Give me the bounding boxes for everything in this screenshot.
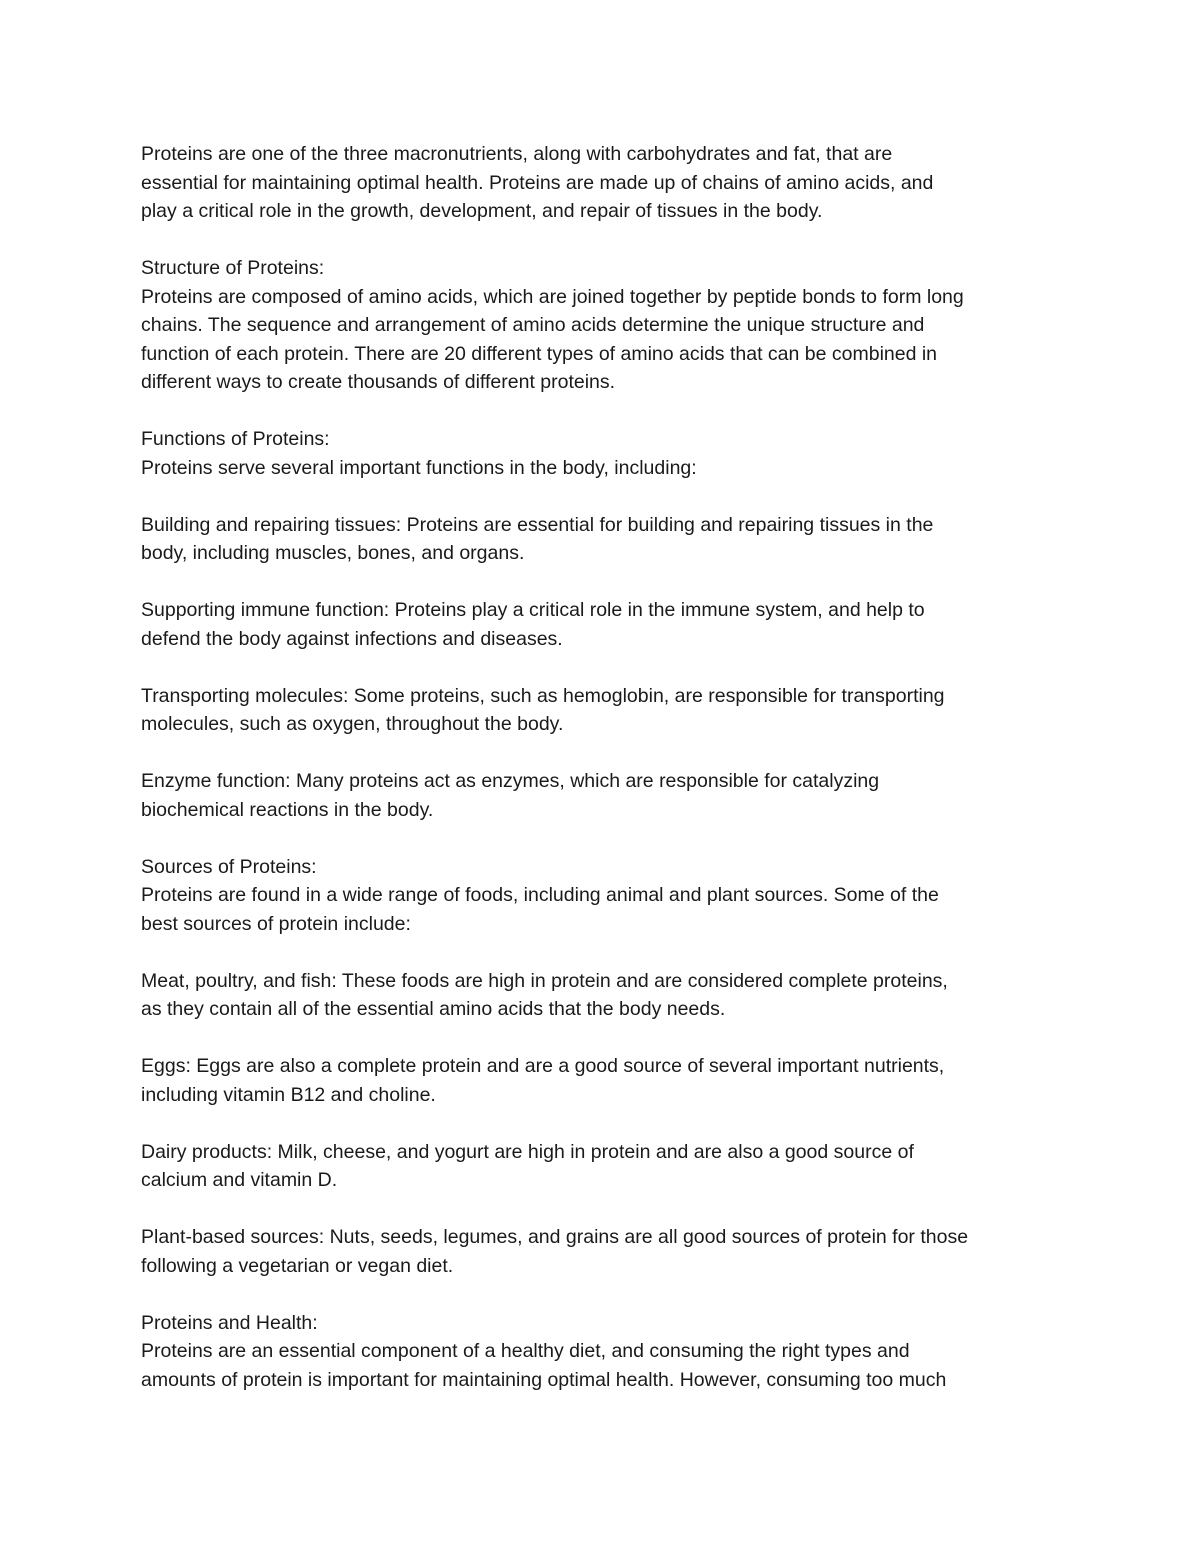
text-line: different ways to create thousands of different proteins.	[141, 371, 616, 393]
text-line: Plant-based sources: Nuts, seeds, legumes, and grains are all good sources of protein for those	[141, 1226, 969, 1248]
paragraph-sources	[141, 853, 1071, 939]
text-line: Dairy products: Milk, cheese, and yogurt are high in protein and are also a good source of	[141, 1140, 914, 1163]
text-line: Eggs: Eggs are also a complete protein and are a good source of several important nutrients,	[141, 1055, 945, 1077]
text-line: molecules, such as oxygen, throughout the body.	[141, 713, 564, 735]
text-line: defend the body against infections and diseases.	[141, 627, 563, 650]
section-heading-functions: Functions of Proteins:	[141, 428, 330, 450]
text-line: best sources of protein include:	[141, 912, 411, 935]
text-line: essential for maintaining optimal health. Proteins are made up of chains of amino acids, and	[141, 171, 934, 194]
text-line: amounts of protein is important for maintaining optimal health. However, consuming too much	[141, 1368, 947, 1391]
paragraph-functions	[141, 425, 1071, 482]
section-heading-structure: Structure of Proteins:	[141, 257, 325, 279]
paragraph-structure	[141, 254, 1071, 397]
text-line: Enzyme function: Many proteins act as enzymes, which are responsible for catalyzing	[141, 770, 880, 792]
paragraph-immune	[141, 596, 1071, 653]
text-line: Proteins are found in a wide range of foods, including animal and plant sources. Some of the	[141, 884, 939, 906]
paragraph-meat	[141, 967, 1071, 1024]
paragraph-transport	[141, 682, 1071, 739]
text-line: Proteins serve several important functions in the body, including:	[141, 456, 697, 479]
text-line: function of each protein. There are 20 different types of amino acids that can be combined in	[141, 342, 938, 365]
text-line: chains. The sequence and arrangement of amino acids determine the unique structure and	[141, 314, 925, 336]
text-line: including vitamin B12 and choline.	[141, 1083, 436, 1106]
section-heading-sources: Sources of Proteins:	[141, 855, 317, 878]
text-line: Supporting immune function: Proteins play a critical role in the immune system, and help to	[141, 599, 925, 621]
text-line: Proteins are an essential component of a healthy diet, and consuming the right types and	[141, 1340, 910, 1362]
text-line: body, including muscles, bones, and organs.	[141, 542, 525, 564]
paragraph-building	[141, 511, 1071, 568]
text-line: calcium and vitamin D.	[141, 1169, 338, 1191]
text-line: Proteins are one of the three macronutrients, along with carbohydrates and fat, that are	[141, 143, 893, 165]
section-heading-health: Proteins and Health:	[141, 1311, 318, 1334]
paragraph-health	[141, 1309, 1071, 1395]
text-line: as they contain all of the essential amino acids that the body needs.	[141, 998, 726, 1020]
text-line: Proteins are composed of amino acids, which are joined together by peptide bonds to form long	[141, 285, 964, 308]
text-line: Building and repairing tissues: Proteins are essential for building and repairing tissues in the	[141, 513, 934, 536]
paragraph-intro	[141, 140, 1071, 226]
paragraph-eggs	[141, 1052, 1071, 1109]
text-line: play a critical role in the growth, development, and repair of tissues in the body.	[141, 200, 823, 222]
text-line: following a vegetarian or vegan diet.	[141, 1254, 454, 1277]
document-body	[141, 140, 1071, 1423]
text-line: biochemical reactions in the body.	[141, 798, 434, 821]
text-line: Meat, poultry, and fish: These foods are high in protein and are considered complete proteins,	[141, 969, 948, 992]
paragraph-plant	[141, 1223, 1071, 1280]
text-line: Transporting molecules: Some proteins, such as hemoglobin, are responsible for transporting	[141, 684, 945, 707]
paragraph-dairy	[141, 1138, 1071, 1195]
paragraph-enzyme	[141, 767, 1071, 824]
